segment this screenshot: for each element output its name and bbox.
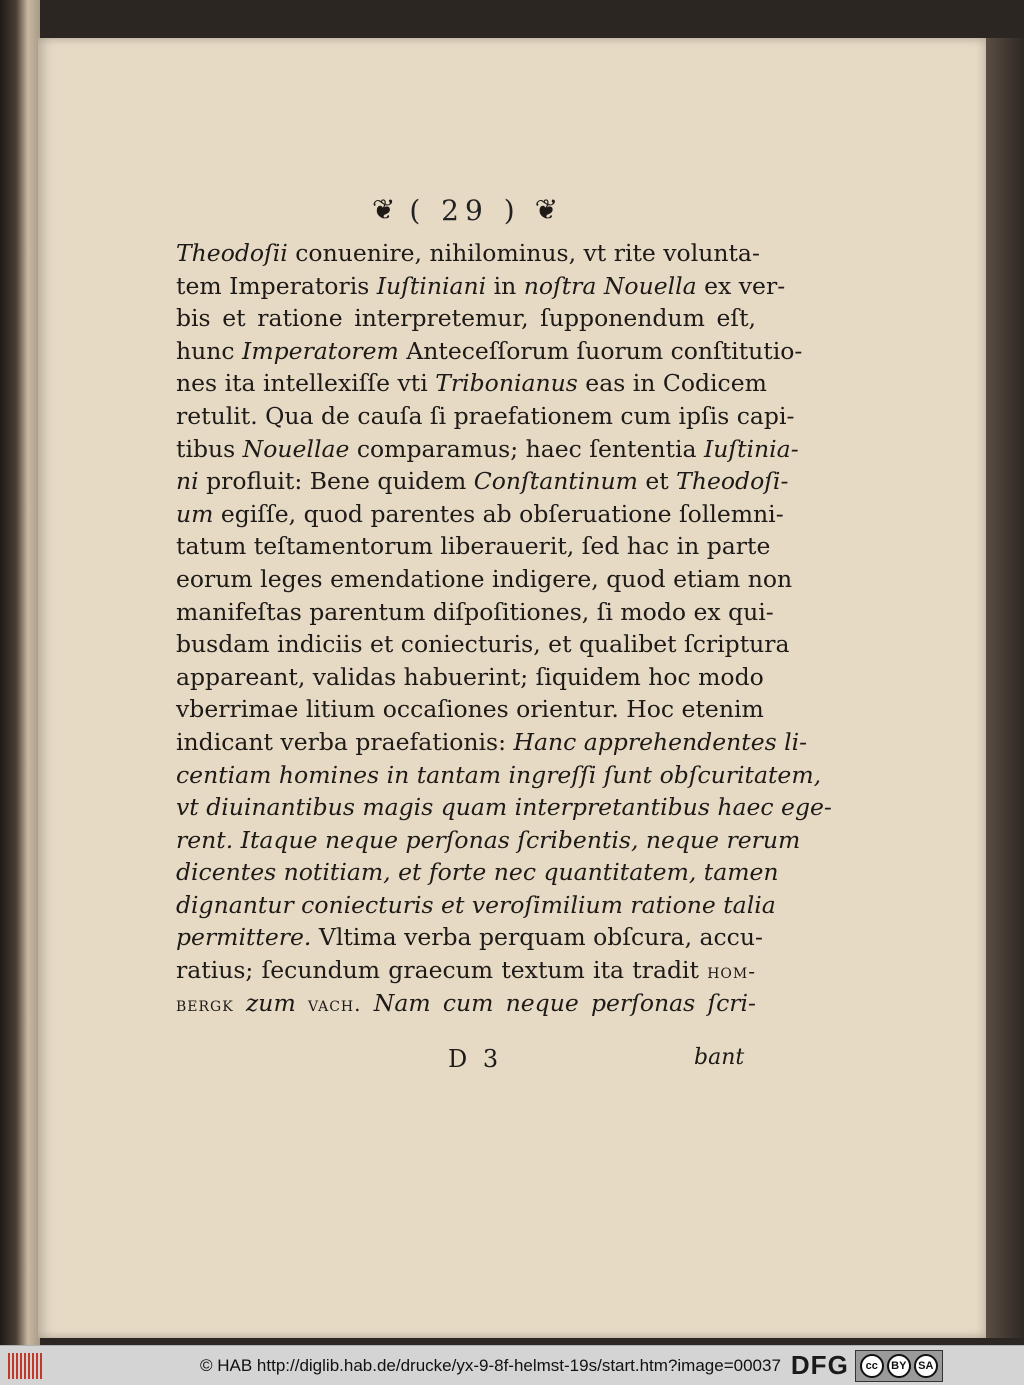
text-line [176, 954, 756, 987]
text-segment: permittere. [176, 923, 312, 952]
book-edge-right [986, 38, 1024, 1338]
text-segment: Anteceſſorum ſuorum conſtitutio- [398, 336, 803, 365]
text-line [176, 530, 771, 563]
text-segment: Nam cum neque perſonas ſcri- [373, 988, 756, 1017]
sa-icon: SA [914, 1354, 938, 1378]
text-segment: zum [233, 988, 308, 1017]
text-segment: Hanc apprehendentes li- [513, 727, 808, 756]
signature-mark: D 3 [448, 1045, 503, 1073]
text-line [176, 824, 801, 857]
text-segment: ni [176, 467, 199, 496]
text-segment: ratius; ſecundum graecum textum ita tradit [176, 956, 708, 985]
text-segment: Iuſtinia- [703, 434, 799, 463]
fleuron-left-icon: ❦ [371, 193, 396, 226]
by-icon: BY [887, 1354, 911, 1378]
text-segment: tibus [176, 434, 243, 463]
cc-icon: cc [860, 1354, 884, 1378]
text-segment: vt diuinantibus magis quam interpretantibus haec ege- [176, 793, 832, 822]
text-line [176, 596, 774, 629]
dfg-logo: DFG [790, 1350, 849, 1380]
viewer-footer [0, 1345, 1024, 1385]
text-segment: indicant verba praefationis: [176, 727, 514, 756]
text-segment: vberrimae litium occaſiones orientur. Hoc etenim [176, 695, 764, 724]
fleuron-right-icon: ❦ [534, 193, 559, 226]
barcode-icon [8, 1353, 42, 1379]
text-segment: in [486, 271, 524, 300]
text-segment: dicentes notitiam, et forte nec quantitatem, tamen [176, 858, 779, 887]
text-segment: dignantur coniecturis et veroſimilium ratione talia [176, 890, 776, 919]
text-segment: busdam indiciis et coniecturis, et qualibet ſcriptura [176, 630, 790, 659]
text-segment: nes ita intellexiſſe vti [176, 369, 436, 398]
text-line [176, 759, 822, 792]
text-segment: appareant, validas habuerint; ſiquidem hoc modo [176, 662, 764, 691]
text-segment: conuenire, nihilominus, vt rite volunta- [287, 239, 760, 267]
text-line [176, 433, 799, 466]
text-segment: manifeſtas parentum diſpoſitiones, ſi modo ex qui- [176, 597, 774, 626]
text-segment: Theodoſii [176, 239, 288, 267]
catchword: bant [694, 1045, 745, 1070]
text-line [176, 693, 764, 726]
credit-link[interactable]: © HAB http://diglib.hab.de/drucke/yx-9-8f-helmst-19s/start.htm?image=00037 [200, 1355, 781, 1375]
text-segment: tem Imperatoris [176, 271, 377, 300]
text-line [176, 465, 789, 498]
text-line [176, 400, 795, 433]
license-badge[interactable] [855, 1350, 943, 1382]
body-text [176, 237, 832, 1019]
text-segment: Conſtantinum [473, 467, 638, 496]
text-line [176, 367, 767, 400]
text-segment: Theodoſi- [676, 467, 789, 496]
text-line [176, 335, 803, 368]
text-line [176, 726, 808, 759]
text-line [176, 791, 832, 824]
text-segment: Vltima verba perquam obſcura, accu- [311, 923, 763, 952]
text-segment: egiſſe, quod parentes ab obſeruatione ſollemni- [213, 499, 784, 528]
text-line [176, 889, 776, 922]
page-number: ( 29 ) [409, 193, 521, 227]
text-line [176, 498, 784, 531]
text-segment: Iuſtiniani [376, 271, 487, 300]
text-segment: bis et ratione interpretemur, ſupponendum eſt, [176, 304, 756, 333]
text-segment: hom- [707, 959, 756, 984]
text-segment: centiam homines in tantam ingreſſi ſunt obſcuritatem, [176, 760, 822, 789]
text-segment: Tribonianus [435, 369, 578, 398]
text-segment: retulit. Qua de cauſa ſi praefationem cum ipſis capi- [176, 401, 795, 430]
text-line [176, 302, 756, 335]
text-segment: profluit: Bene quidem [198, 467, 474, 496]
text-segment: ex ver- [696, 271, 786, 300]
text-line [176, 270, 786, 303]
text-segment: eorum leges emendatione indigere, quod etiam non [176, 564, 793, 593]
text-segment: tatum teſtamentorum liberauerit, ſed hac in parte [176, 532, 771, 561]
text-line [176, 237, 760, 270]
text-line [176, 628, 790, 661]
text-line [176, 987, 756, 1020]
text-segment: noſtra Nouella [523, 271, 697, 300]
text-line [176, 563, 793, 596]
text-segment: Imperatorem [242, 336, 399, 365]
text-segment: um [176, 499, 214, 528]
text-segment: rent. Itaque neque perſonas ſcribentis, neque rerum [176, 825, 801, 854]
text-segment: hunc [176, 336, 243, 365]
text-segment: vach. [307, 991, 362, 1016]
text-line [176, 856, 779, 889]
book-spine-left [0, 0, 40, 1345]
text-segment [362, 989, 374, 1017]
text-segment: comparamus; haec ſententia [349, 434, 704, 463]
text-segment: Nouellae [242, 434, 350, 463]
text-segment: et [637, 467, 677, 496]
text-segment: eas in Codicem [577, 369, 767, 398]
text-line [176, 661, 764, 694]
text-line [176, 921, 763, 954]
text-segment: bergk [176, 991, 234, 1016]
page-header [360, 190, 570, 230]
